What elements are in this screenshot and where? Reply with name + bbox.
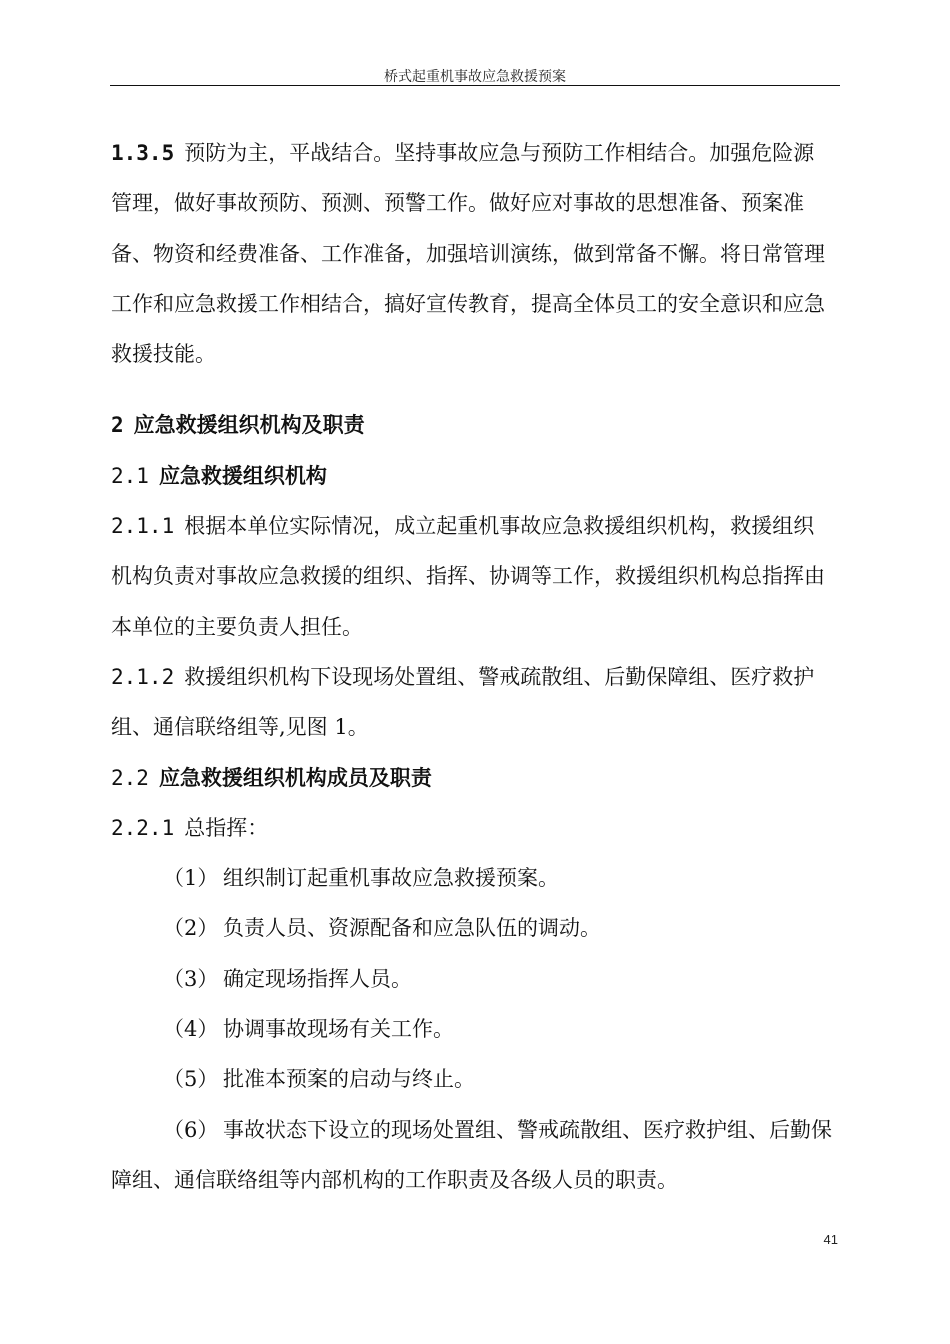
list-item-text: 协调事故现场有关工作。 — [223, 1017, 454, 1042]
section-number: 2.1.1 — [111, 514, 175, 539]
paragraph-2-1-1 — [111, 501, 833, 652]
running-header: 桥式起重机事故应急救援预案 — [384, 69, 566, 85]
paragraph-text: 根据本单位实际情况，成立起重机事故应急救援组织机构，救援组织机构负责对事故应急救援的组织、指挥、协调等工作，救援组织机构总指挥由本单位的主要负责人担任。 — [111, 514, 825, 639]
paragraph-2-1-2 — [111, 652, 833, 753]
paragraph-text: 总指挥： — [184, 815, 269, 840]
heading-text: 应急救援组织机构 — [158, 462, 327, 488]
list-marker: （5） — [163, 1067, 219, 1092]
list-item-text: 负责人员、资源配备和应急队伍的调动。 — [223, 916, 601, 941]
document-body — [111, 128, 833, 1205]
paragraph-text: 救援组织机构下设现场处置组、警戒疏散组、后勤保障组、医疗救护组、通信联络组等,见图 1。 — [111, 664, 815, 740]
list-item — [111, 954, 833, 1004]
paragraph-1-3-5 — [111, 128, 833, 379]
heading-text: 应急救援组织机构成员及职责 — [158, 764, 432, 790]
list-marker: （6） — [163, 1117, 219, 1142]
list-marker: （4） — [163, 1017, 219, 1042]
section-number: 2.2.1 — [111, 815, 175, 840]
list-item-text: 批准本预案的启动与终止。 — [223, 1067, 475, 1092]
section-heading-2 — [111, 400, 833, 450]
list-item — [111, 853, 833, 903]
section-number: 2 — [111, 413, 124, 438]
section-number: 2.1 — [111, 463, 149, 488]
list-item — [111, 1004, 833, 1054]
section-heading-2-2 — [111, 753, 833, 803]
list-item-text: 确定现场指挥人员。 — [223, 966, 412, 991]
list-marker: （3） — [163, 966, 219, 991]
list-marker: （1） — [163, 866, 219, 891]
list-item — [111, 903, 833, 953]
list-item-text: 事故状态下设立的现场处置组、警戒疏散组、医疗救护组、后勤保障组、通信联络组等内部机构的工作职责及各级人员的职责。 — [111, 1117, 832, 1192]
list-item-text: 组织制订起重机事故应急救援预案。 — [223, 866, 559, 891]
section-number: 2.2 — [111, 765, 149, 790]
section-number: 1.3.5 — [111, 141, 175, 165]
paragraph-text: 预防为主，平战结合。坚持事故应急与预防工作相结合。加强危险源管理，做好事故预防、预测、预警工作。做好应对事故的思想准备、预案准备、物资和经费准备、工作准备，加强培训演练，做到常备不懈。将日常管理工作和应急救援工作相结合，搞好宣传教育，提高全体员工的安全意识和应急救援技能。 — [111, 141, 825, 367]
section-number: 2.1.2 — [111, 664, 175, 689]
paragraph-2-2-1 — [111, 803, 833, 853]
list-item — [111, 1054, 833, 1104]
page-number: 41 — [823, 1232, 838, 1247]
list-marker: （2） — [163, 916, 219, 941]
section-heading-2-1 — [111, 451, 833, 501]
list-item — [111, 1105, 833, 1206]
heading-text: 应急救援组织机构及职责 — [133, 412, 365, 438]
header-divider — [110, 85, 840, 86]
